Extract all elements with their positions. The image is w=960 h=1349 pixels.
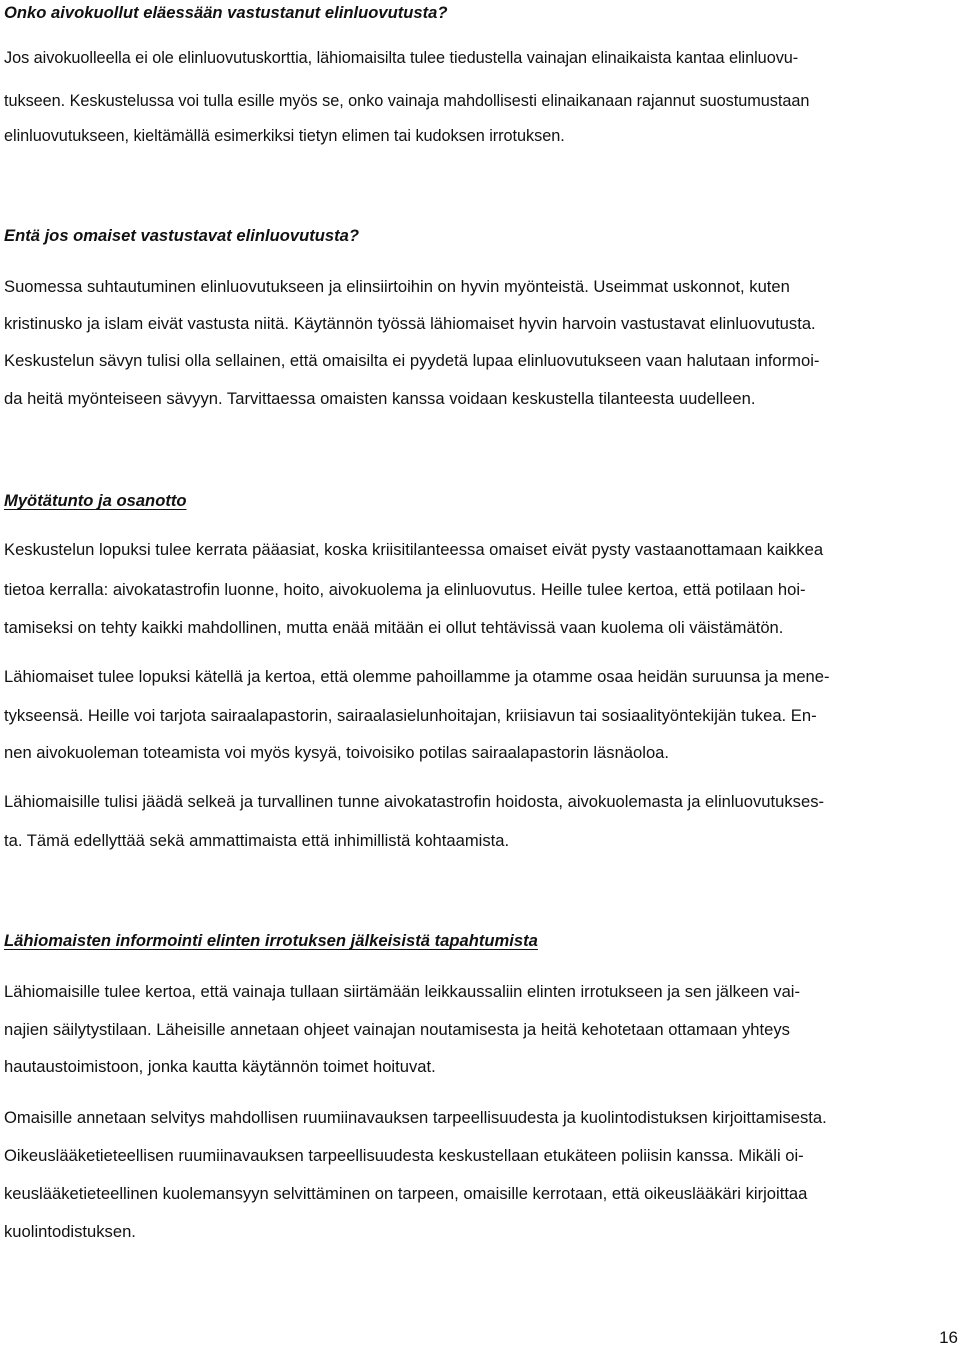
section-heading-relatives-opposition: Entä jos omaiset vastustavat elinluovutusta? bbox=[4, 226, 360, 245]
paragraph-line: Jos aivokuolleella ei ole elinluovutuskorttia, lähiomaisilta tulee tiedustella vainajan elinaikaista kantaa elinluovu- bbox=[4, 49, 799, 67]
paragraph-line: ta. Tämä edellyttää sekä ammattimaista että inhimillistä kohtaamista. bbox=[4, 831, 510, 850]
paragraph-line: Lähiomaisille tulisi jäädä selkeä ja turvallinen tunne aivokatastrofin hoidosta, aivokuolemasta ja elinluovutukses- bbox=[4, 792, 825, 811]
paragraph-line: keuslääketieteellinen kuolemansyyn selvittäminen on tarpeen, omaisille kerrotaan, että oikeuslääkäri kirjoittaa bbox=[4, 1184, 808, 1203]
paragraph-line: elinluovutukseen, kieltämällä esimerkiksi tietyn elimen tai kudoksen irrotuksen. bbox=[4, 127, 565, 145]
section-heading-condolences: Myötätunto ja osanotto bbox=[4, 491, 187, 510]
paragraph-line: Keskustelun sävyn tulisi olla sellainen, että omaisilta ei pyydetä lupaa elinluovutukseen vaan halutaan informoi- bbox=[4, 351, 820, 370]
paragraph-line: tietoa kerralla: aivokatastrofin luonne, hoito, aivokuolema ja elinluovutus. Heille tulee kertoa, että potilaan hoi- bbox=[4, 580, 806, 599]
section-heading-donor-opposition: Onko aivokuollut eläessään vastustanut elinluovutusta? bbox=[4, 3, 448, 22]
paragraph-line: tukseen. Keskustelussa voi tulla esille myös se, onko vainaja mahdollisesti elinaikanaan rajannut suostumustaan bbox=[4, 92, 810, 110]
paragraph-line: Oikeuslääketieteellisen ruumiinavauksen tarpeellisuudesta keskustellaan etukäteen poliisin kanssa. Mikäli oi- bbox=[4, 1146, 804, 1165]
paragraph-line: Lähiomaiset tulee lopuksi kätellä ja kertoa, että olemme pahoillamme ja otamme osaa heidän suruunsa ja mene- bbox=[4, 667, 830, 686]
section-heading-informing-relatives: Lähiomaisten informointi elinten irrotuksen jälkeisistä tapahtumista bbox=[4, 931, 538, 950]
paragraph-line: tykseensä. Heille voi tarjota sairaalapastorin, sairaalasielunhoitajan, kriisiavun tai sosiaalityöntekijän tukea. En- bbox=[4, 706, 817, 725]
paragraph-line: kristinusko ja islam eivät vastusta niitä. Käytännön työssä lähiomaiset hyvin harvoin vastustavat elinluovutusta. bbox=[4, 314, 816, 333]
paragraph-line: hautaustoimistoon, jonka kautta käytännön toimet hoituvat. bbox=[4, 1057, 436, 1076]
paragraph-line: tamiseksi on tehty kaikki mahdollinen, mutta enää mitään ei ollut tehtävissä vaan kuolema oli väistämätön. bbox=[4, 618, 784, 637]
paragraph-line: da heitä myönteiseen sävyyn. Tarvittaessa omaisten kanssa voidaan keskustella tilanteesta uudelleen. bbox=[4, 389, 756, 408]
paragraph-line: nen aivokuoleman toteamista voi myös kysyä, toivoisiko potilas sairaalapastorin läsnäoloa. bbox=[4, 743, 670, 762]
page-number: 16 bbox=[939, 1328, 958, 1347]
paragraph-line: kuolintodistuksen. bbox=[4, 1222, 136, 1241]
paragraph-line: Omaisille annetaan selvitys mahdollisen ruumiinavauksen tarpeellisuudesta ja kuolintodistuksen kirjoittamisesta. bbox=[4, 1108, 827, 1127]
paragraph-line: Keskustelun lopuksi tulee kerrata pääasiat, koska kriisitilanteessa omaiset eivät pysty vastaanottamaan kaikkea bbox=[4, 540, 824, 559]
paragraph-line: Suomessa suhtautuminen elinluovutukseen ja elinsiirtoihin on hyvin myönteistä. Useimmat uskonnot, kuten bbox=[4, 277, 790, 296]
paragraph-line: najien säilytystilaan. Läheisille annetaan ohjeet vainajan noutamisesta ja heitä kehotetaan ottamaan yhteys bbox=[4, 1020, 790, 1039]
paragraph-line: Lähiomaisille tulee kertoa, että vainaja tullaan siirtämään leikkaussaliin elinten irrotukseen ja sen jälkeen vai- bbox=[4, 982, 801, 1001]
